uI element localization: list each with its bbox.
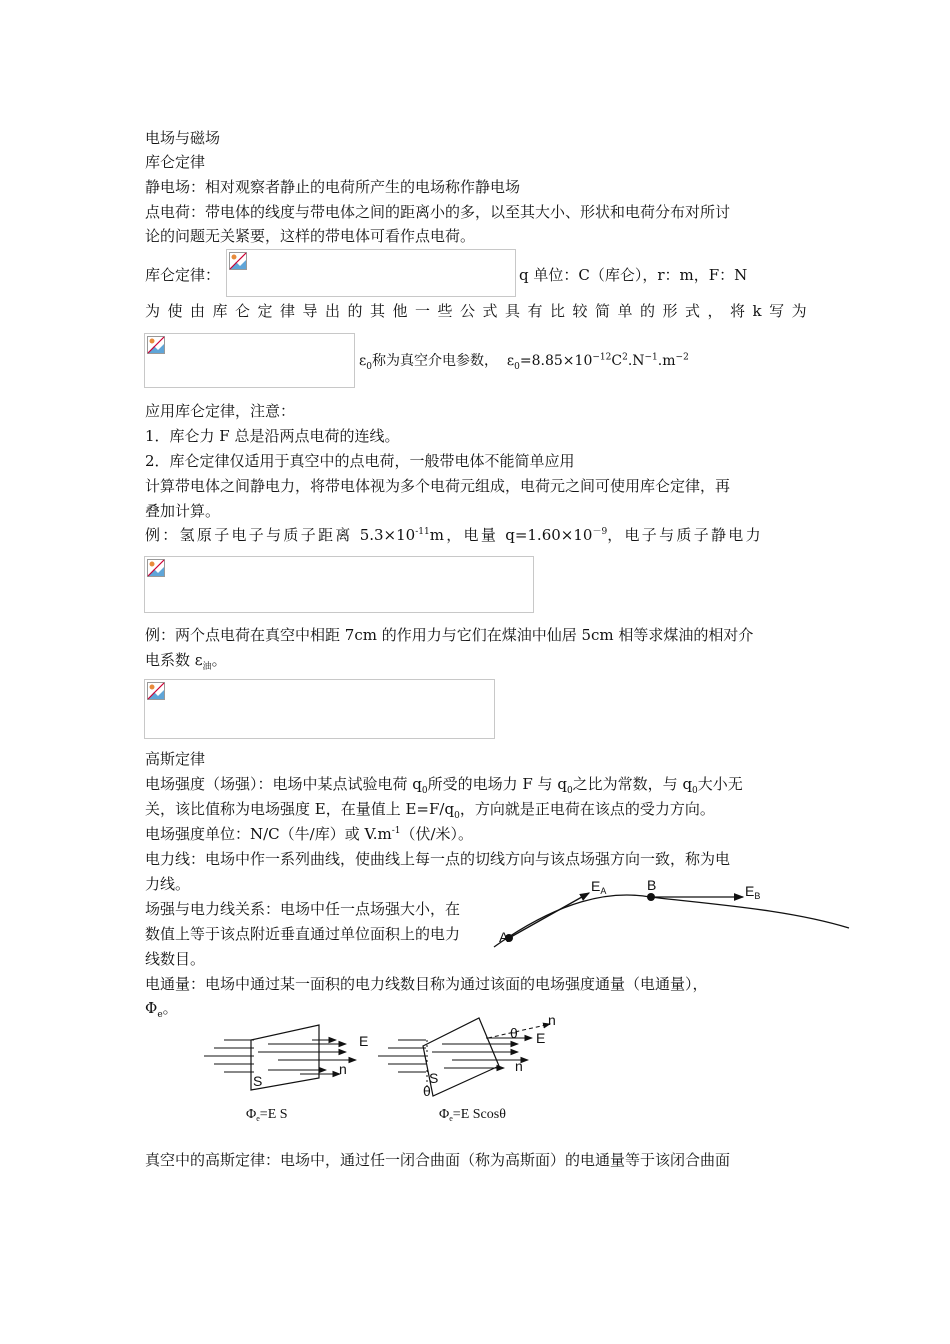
example1-distance-exp: -11 (415, 527, 430, 537)
field-line-diagram (494, 877, 849, 947)
fig2-label-theta-2: θ (423, 1083, 431, 1099)
fig1-label-n: n (339, 1061, 347, 1077)
k-sentence-char: 式 (482, 302, 498, 320)
paragraph-flux-1: 电通量：电场中通过某一面积的电力线数目称为通过该面的电场强度通量（电通量）， (145, 975, 708, 993)
paragraph-example2-line1: 例：两个点电荷在真空中相距 7cm 的作用力与它们在煤油中仙居 5cm 相等求煤油的相对介 (145, 626, 754, 644)
example1-text-b: m，电量 (429, 526, 499, 544)
k-sentence-char: 的 (640, 302, 656, 320)
epsilon-unit-m: .m (657, 353, 676, 369)
epsilon-description: 称为真空介电参数， (372, 353, 498, 369)
section-heading-gauss: 高斯定律 (145, 750, 206, 768)
example2-text: 电系数 ε (145, 651, 203, 669)
k-sentence-char: 些 (437, 302, 453, 320)
k-sentence-char: 具 (505, 302, 521, 320)
k-sentence-char: 仑 (235, 302, 251, 320)
k-sentence-char: 由 (190, 302, 206, 320)
label-ea: $E_A$ (591, 878, 607, 896)
k-sentence-char: k (752, 302, 762, 320)
example1-charge: q=1.60×10 (505, 526, 593, 544)
fig2-label-s: S (429, 1070, 439, 1086)
epsilon-unit-n: .N (627, 353, 645, 369)
field-text-2b: ，方向就是正电荷在该点的受力方向。 (459, 800, 715, 818)
k-sentence-char: 的 (347, 302, 363, 320)
field-sub-3: 0 (692, 786, 698, 796)
field-line-curve (494, 895, 849, 947)
field-text-2a: 关，该比值称为电场强度 E，在量值上 E=F/q (145, 800, 455, 818)
k-sentence-char: 公 (460, 302, 476, 320)
label-eb: $E_B$ (745, 883, 761, 901)
paragraph-point-charge-line2: 论的问题无关紧要，这样的带电体可看作点电荷。 (145, 227, 476, 245)
vector-ea-arrow (509, 893, 589, 938)
epsilon-exp3: −1 (644, 352, 658, 363)
fig2-label-n-normal: n (548, 1012, 556, 1028)
k-sentence-char: 写 (769, 302, 785, 320)
epsilon-symbol: ε (359, 353, 367, 369)
paragraph-calc-line1: 计算带电体之间静电力，将带电体视为多个电荷元组成，电荷元之间可使用库仑定律，再 (145, 477, 731, 495)
paragraph-gauss-law: 真空中的高斯定律：电场中，通过任一闭合曲面（称为高斯面）的电通量等于该闭合曲面 (145, 1151, 731, 1169)
k-sentence-char: 使 (167, 302, 183, 320)
paragraph-static-field: 静电场：相对观察者静止的电荷所产生的电场称作静电场 (145, 178, 521, 196)
paragraph-relation-3: 线数目。 (145, 950, 206, 968)
paragraph-relation-1: 场强与电力线关系：电场中任一点场强大小，在 (145, 900, 461, 918)
coulomb-units: q 单位：C（库仑），r：m，F：N (519, 266, 748, 284)
epsilon-subscript: 0 (366, 361, 372, 372)
example1-text-c: ，电子与质子静电力 (607, 526, 763, 544)
field-sub-1: 0 (421, 786, 428, 796)
k-sentence-char: 较 (572, 302, 588, 320)
paragraph-calc-line2: 叠加计算。 (145, 502, 221, 520)
fig2-label-e: E (536, 1030, 546, 1046)
fig1-label-e: E (359, 1033, 369, 1049)
k-sentence-char: 一 (415, 302, 431, 320)
paragraph-field-line-1: 电力线：电场中作一系列曲线，使曲线上每一点的切线方向与该点场强方向一致，称为电 (145, 850, 731, 868)
k-sentence-char: ， (707, 302, 723, 320)
unit-text-b: （伏/米）。 (400, 825, 474, 843)
k-sentence-char: 简 (595, 302, 611, 320)
epsilon-unit-c: C (611, 353, 623, 369)
fig2-label-n: n (515, 1058, 523, 1074)
unit-text-a: 电场强度单位：N/C（牛/库）或 V.m (145, 825, 392, 843)
label-b: B (647, 877, 657, 893)
field-text-1b: 所受的电场力 F 与 q (427, 775, 567, 793)
epsilon-exp1: −12 (592, 352, 612, 363)
fig2-caption: $\Phi_e=E$ Scosθ (439, 1107, 506, 1123)
note-2: 2．库仑定律仅适用于真空中的点电荷，一般带电体不能简单应用 (145, 452, 575, 470)
field-text-1: 电场强度（场强）：电场中某点试验电荷 q (145, 775, 422, 793)
epsilon-symbol-2: ε (506, 353, 515, 369)
paragraph-apply-title: 应用库仑定律，注意： (145, 402, 296, 420)
flux-diagram-1 (204, 1025, 368, 1123)
section-heading-coulomb: 库仑定律 (145, 153, 206, 171)
example1-text-a: 例：氢原子电子与质子距离 (145, 526, 353, 544)
unit-exp: -1 (391, 826, 401, 836)
flux-phi: Φ (145, 999, 158, 1017)
epsilon-subscript-2: 0 (514, 361, 520, 372)
k-sentence-char: 出 (325, 302, 341, 320)
k-sentence-char: 定 (257, 302, 273, 320)
fig1-label-s: S (253, 1073, 263, 1089)
field-sub-4: 0 (454, 811, 460, 821)
flux-diagram-2 (378, 1012, 556, 1123)
flux-phi-sub: e (157, 1010, 163, 1020)
example1-charge-exp: －9 (592, 527, 608, 537)
fig2-label-theta: θ (510, 1025, 518, 1041)
page-title: 电场与磁场 (145, 129, 221, 147)
coulomb-label: 库仑定律： (145, 266, 221, 284)
label-a: A (499, 929, 509, 945)
fig1-caption: $\Phi_e=E$ S (246, 1107, 288, 1123)
paragraph-field-line-2: 力线。 (145, 875, 191, 893)
k-sentence-char: 律 (280, 302, 296, 320)
field-text-1d: 大小无 (697, 775, 743, 793)
k-sentence-char: 单 (617, 302, 633, 320)
example2-subscript: 油 (202, 662, 212, 672)
k-sentence-char: 将 (730, 302, 746, 320)
k-sentence-char: 比 (550, 302, 566, 320)
field-text-1c: 之比为常数，与 q (572, 775, 693, 793)
epsilon-value: =8.85×10 (519, 353, 593, 369)
k-sentence-char: 库 (212, 302, 228, 320)
k-sentence-char: 形 (662, 302, 678, 320)
k-sentence-char: 他 (392, 302, 408, 320)
example2-period: 。 (211, 651, 227, 669)
k-sentence-char: 为 (791, 302, 807, 320)
paragraph-relation-2: 数值上等于该点附近垂直通过单位面积上的电力 (145, 925, 461, 943)
note-1: 1．库仑力 F 总是沿两点电荷的连线。 (145, 427, 400, 445)
k-sentence-char: 有 (527, 302, 543, 320)
k-sentence-char: 其 (370, 302, 386, 320)
example1-distance: 5.3×10 (359, 526, 416, 544)
epsilon-exp4: −2 (675, 352, 689, 363)
field-sub-2: 0 (566, 786, 573, 796)
epsilon-exp2: 2 (622, 352, 628, 363)
flux-period: 。 (162, 999, 178, 1017)
k-sentence-char: 式 (685, 302, 701, 320)
k-sentence-char: 为 (145, 302, 161, 320)
k-sentence-char: 导 (302, 302, 318, 320)
paragraph-point-charge-line1: 点电荷：带电体的线度与带电体之间的距离小的多，以至其大小、形状和电荷分布对所讨 (145, 203, 731, 221)
